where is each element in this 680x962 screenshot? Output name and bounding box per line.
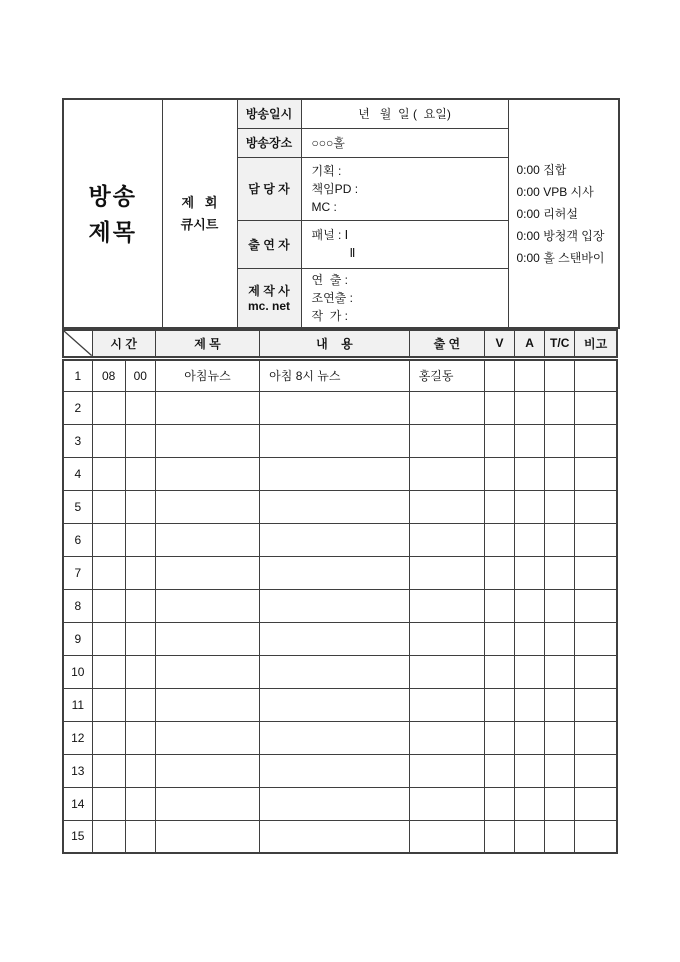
cue-content xyxy=(260,424,410,457)
cue-title xyxy=(155,424,259,457)
cue-time-minute: 00 xyxy=(125,358,155,391)
episode-line: 제 회 xyxy=(181,194,218,210)
header-note: 비고 xyxy=(575,330,617,358)
cue-audio-check xyxy=(515,622,545,655)
production-company-label: 제 작 사 xyxy=(248,284,290,299)
cue-row xyxy=(63,424,617,457)
diagonal-line-icon xyxy=(64,331,92,356)
cue-video-check xyxy=(484,622,514,655)
production-company-name: mc. net xyxy=(247,299,290,314)
cue-content xyxy=(260,754,410,787)
cue-note xyxy=(575,589,617,622)
cue-time-hour: 08 xyxy=(92,358,125,391)
cue-content xyxy=(260,589,410,622)
cue-cast xyxy=(409,754,484,787)
cue-content xyxy=(260,490,410,523)
cue-time-minute xyxy=(125,490,155,523)
schedule-line: 0:00 VPB 시사 xyxy=(516,184,594,199)
cue-content xyxy=(260,820,410,853)
cue-cast xyxy=(409,424,484,457)
cue-video-check xyxy=(484,490,514,523)
label-broadcast-datetime: 방송일시 xyxy=(237,99,301,128)
cue-note xyxy=(575,721,617,754)
cue-timecode xyxy=(545,721,575,754)
cue-list-table xyxy=(62,329,618,854)
cue-title xyxy=(155,721,259,754)
cue-cast xyxy=(409,688,484,721)
cue-video-check xyxy=(484,457,514,490)
cue-content xyxy=(260,622,410,655)
cue-video-check xyxy=(484,721,514,754)
cue-time-minute xyxy=(125,589,155,622)
cue-note xyxy=(575,358,617,391)
cue-title xyxy=(155,589,259,622)
cue-time-minute xyxy=(125,655,155,688)
cue-time-minute xyxy=(125,391,155,424)
cue-time-hour xyxy=(92,787,125,820)
cue-row-number: 1 xyxy=(63,358,92,391)
cue-note xyxy=(575,820,617,853)
cue-cast xyxy=(409,589,484,622)
cue-audio-check xyxy=(515,424,545,457)
broadcast-title-line2: 제목 xyxy=(88,218,137,245)
header-audio: A xyxy=(515,330,545,358)
cue-row-number: 2 xyxy=(63,391,92,424)
cue-header-row xyxy=(63,330,617,358)
cue-cast xyxy=(409,523,484,556)
cue-video-check xyxy=(484,787,514,820)
cue-time-minute xyxy=(125,457,155,490)
cue-content xyxy=(260,787,410,820)
cue-row-number: 8 xyxy=(63,589,92,622)
cue-content xyxy=(260,391,410,424)
crew-director: 연 출 : xyxy=(311,272,349,287)
cue-row xyxy=(63,622,617,655)
cue-title xyxy=(155,523,259,556)
cue-note xyxy=(575,391,617,424)
cue-row-number: 10 xyxy=(63,655,92,688)
cue-audio-check xyxy=(515,457,545,490)
cue-title xyxy=(155,391,259,424)
cue-timecode xyxy=(545,523,575,556)
panel-line1: 패널 : Ⅰ xyxy=(311,228,349,242)
cue-cast xyxy=(409,820,484,853)
value-broadcast-datetime: 년 월 일 ( 요일) xyxy=(301,99,508,128)
cue-title xyxy=(155,754,259,787)
episode-cuesheet xyxy=(162,99,237,328)
value-staff xyxy=(301,157,508,220)
broadcast-title xyxy=(63,99,162,328)
cue-row xyxy=(63,457,617,490)
value-broadcast-venue: ○○○홀 xyxy=(301,128,508,157)
cue-video-check xyxy=(484,556,514,589)
schedule-line: 0:00 홀 스탠바이 xyxy=(516,250,605,265)
cue-row-number: 11 xyxy=(63,688,92,721)
cue-note xyxy=(575,655,617,688)
cue-time-hour xyxy=(92,820,125,853)
cue-cast xyxy=(409,556,484,589)
cue-timecode xyxy=(545,820,575,853)
cue-table-body xyxy=(63,358,617,853)
cuesheet-line: 큐시트 xyxy=(180,216,219,232)
cue-video-check xyxy=(484,523,514,556)
value-performers xyxy=(301,220,508,268)
cue-video-check xyxy=(484,424,514,457)
cue-audio-check xyxy=(515,490,545,523)
cue-time-hour xyxy=(92,490,125,523)
panel-line2: Ⅱ xyxy=(349,246,356,260)
label-staff: 담 당 자 xyxy=(237,157,301,220)
cue-time-hour xyxy=(92,523,125,556)
cue-row-number: 12 xyxy=(63,721,92,754)
cue-time-minute xyxy=(125,754,155,787)
cue-audio-check xyxy=(515,787,545,820)
cue-row xyxy=(63,391,617,424)
cue-row-number: 9 xyxy=(63,622,92,655)
header-video: V xyxy=(484,330,514,358)
cue-timecode xyxy=(545,589,575,622)
cue-time-hour xyxy=(92,688,125,721)
cue-row xyxy=(63,358,617,391)
cue-note xyxy=(575,457,617,490)
cue-title: 아침뉴스 xyxy=(155,358,259,391)
crew-assistant-director: 조연출 : xyxy=(311,290,353,305)
cue-time-hour xyxy=(92,556,125,589)
schedule-line: 0:00 리허설 xyxy=(516,206,578,221)
cue-content xyxy=(260,523,410,556)
cue-row-number: 4 xyxy=(63,457,92,490)
cue-title xyxy=(155,622,259,655)
cue-note xyxy=(575,754,617,787)
cue-time-minute xyxy=(125,688,155,721)
cue-row-number: 13 xyxy=(63,754,92,787)
cue-time-hour xyxy=(92,655,125,688)
crew-writer: 작 가 : xyxy=(311,308,349,323)
cue-title xyxy=(155,556,259,589)
cue-timecode xyxy=(545,457,575,490)
schedule-line: 0:00 집합 xyxy=(516,162,567,177)
cue-audio-check xyxy=(515,721,545,754)
cue-time-hour xyxy=(92,721,125,754)
cue-time-minute xyxy=(125,556,155,589)
cue-audio-check xyxy=(515,820,545,853)
cue-title xyxy=(155,457,259,490)
cue-row xyxy=(63,589,617,622)
cue-cast xyxy=(409,622,484,655)
cue-video-check xyxy=(484,688,514,721)
schedule-line: 0:00 방청객 입장 xyxy=(516,228,605,243)
cue-title xyxy=(155,820,259,853)
cue-time-minute xyxy=(125,424,155,457)
cue-note xyxy=(575,622,617,655)
header-time: 시 간 xyxy=(92,330,155,358)
diagonal-cell xyxy=(63,330,92,358)
cue-timecode xyxy=(545,655,575,688)
cue-title xyxy=(155,787,259,820)
cue-content xyxy=(260,556,410,589)
cue-row xyxy=(63,523,617,556)
cue-timecode xyxy=(545,688,575,721)
cue-row xyxy=(63,721,617,754)
cue-audio-check xyxy=(515,358,545,391)
cue-row-number: 6 xyxy=(63,523,92,556)
cue-content xyxy=(260,721,410,754)
cue-cast xyxy=(409,655,484,688)
cue-time-hour xyxy=(92,622,125,655)
cue-note xyxy=(575,490,617,523)
staff-mc: MC : xyxy=(311,199,337,214)
header-timecode: T/C xyxy=(545,330,575,358)
cue-content xyxy=(260,655,410,688)
label-performers: 출 연 자 xyxy=(237,220,301,268)
cue-timecode xyxy=(545,622,575,655)
cue-content xyxy=(260,688,410,721)
broadcast-title-line1: 방송 xyxy=(88,182,137,209)
cue-time-hour xyxy=(92,391,125,424)
cue-timecode xyxy=(545,754,575,787)
cue-audio-check xyxy=(515,523,545,556)
cue-title xyxy=(155,490,259,523)
cue-time-hour xyxy=(92,754,125,787)
cue-row-number: 5 xyxy=(63,490,92,523)
cue-row xyxy=(63,688,617,721)
cue-timecode xyxy=(545,490,575,523)
cue-row-number: 15 xyxy=(63,820,92,853)
cue-timecode xyxy=(545,358,575,391)
cue-content xyxy=(260,457,410,490)
cue-video-check xyxy=(484,391,514,424)
cue-cast xyxy=(409,391,484,424)
label-production-company xyxy=(237,268,301,328)
cue-time-minute xyxy=(125,622,155,655)
cue-row xyxy=(63,655,617,688)
cue-time-minute xyxy=(125,523,155,556)
cue-video-check xyxy=(484,820,514,853)
cue-note xyxy=(575,688,617,721)
cue-row xyxy=(63,787,617,820)
cue-row xyxy=(63,754,617,787)
cue-time-hour xyxy=(92,457,125,490)
cue-time-minute xyxy=(125,820,155,853)
cue-title xyxy=(155,655,259,688)
cue-cast xyxy=(409,721,484,754)
label-broadcast-venue: 방송장소 xyxy=(237,128,301,157)
cue-row xyxy=(63,556,617,589)
cue-row xyxy=(63,490,617,523)
cue-timecode xyxy=(545,787,575,820)
cue-content: 아침 8시 뉴스 xyxy=(260,358,410,391)
cue-cast xyxy=(409,490,484,523)
cue-audio-check xyxy=(515,556,545,589)
cue-timecode xyxy=(545,556,575,589)
cue-row-number: 14 xyxy=(63,787,92,820)
staff-chief-pd: 책임PD : xyxy=(311,181,359,196)
header-title: 제 목 xyxy=(155,330,259,358)
cue-cast xyxy=(409,457,484,490)
cue-audio-check xyxy=(515,391,545,424)
staff-planning: 기획 : xyxy=(311,163,342,178)
cue-note xyxy=(575,424,617,457)
cue-video-check xyxy=(484,589,514,622)
cue-note xyxy=(575,556,617,589)
cue-row-number: 3 xyxy=(63,424,92,457)
cue-time-hour xyxy=(92,424,125,457)
cue-row-number: 7 xyxy=(63,556,92,589)
cue-video-check xyxy=(484,655,514,688)
cue-audio-check xyxy=(515,589,545,622)
cue-time-minute xyxy=(125,721,155,754)
cue-timecode xyxy=(545,391,575,424)
cue-timecode xyxy=(545,424,575,457)
cue-audio-check xyxy=(515,655,545,688)
header-cast: 출 연 xyxy=(409,330,484,358)
cue-note xyxy=(575,523,617,556)
cue-audio-check xyxy=(515,688,545,721)
cue-note xyxy=(575,787,617,820)
cue-audio-check xyxy=(515,754,545,787)
cue-row xyxy=(63,820,617,853)
value-production-crew xyxy=(301,268,508,328)
cue-time-minute xyxy=(125,787,155,820)
cue-cast: 홍길동 xyxy=(409,358,484,391)
run-schedule xyxy=(508,99,619,328)
cue-time-hour xyxy=(92,589,125,622)
cue-cast xyxy=(409,787,484,820)
header-content: 내 용 xyxy=(260,330,410,358)
cue-video-check xyxy=(484,358,514,391)
cue-video-check xyxy=(484,754,514,787)
cue-title xyxy=(155,688,259,721)
program-info-table xyxy=(62,98,620,329)
